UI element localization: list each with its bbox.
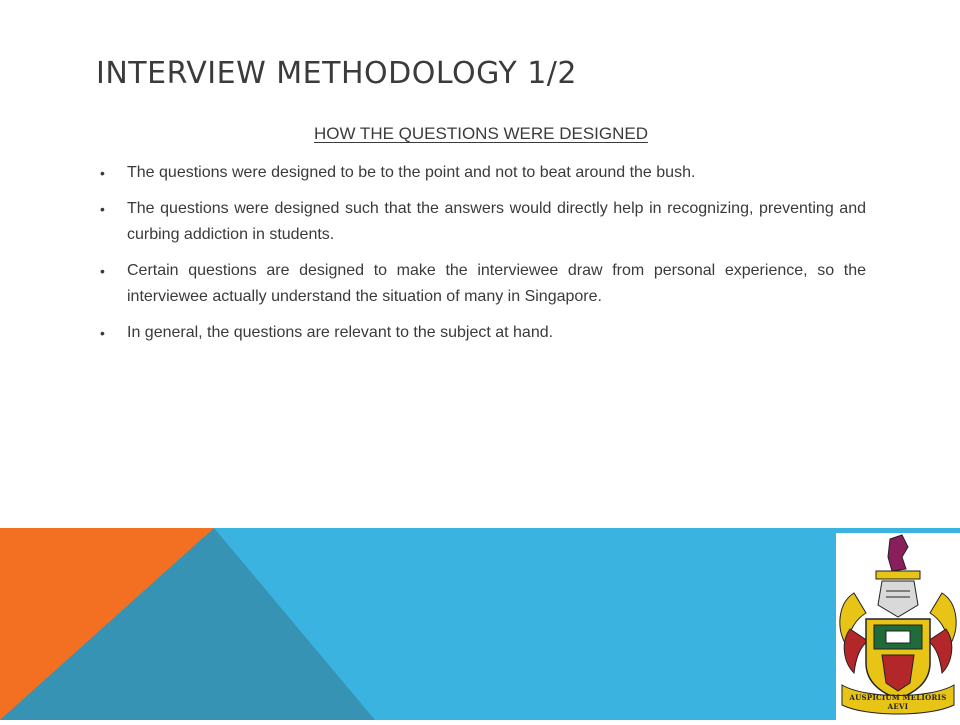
- slide-title: INTERVIEW METHODOLOGY 1/2: [96, 56, 578, 91]
- crest-motto: AUSPICIUM MELIORIS AEVI: [849, 693, 947, 711]
- bullet-text: The questions were designed such that the answers would directly help in recognizing, preventing and curbing addiction in students.: [127, 200, 866, 243]
- bullet-item: [96, 196, 866, 248]
- crest-icon: [836, 533, 960, 720]
- bullet-icon: •: [100, 325, 105, 341]
- bullet-item: [96, 320, 866, 346]
- bullet-text: The questions were designed to be to the point and not to beat around the bush.: [127, 164, 696, 181]
- bullet-text: Certain questions are designed to make the interviewee draw from personal experience, so the interviewee actually understand the situation of many in Singapore.: [127, 262, 866, 305]
- section-subtitle: HOW THE QUESTIONS WERE DESIGNED: [313, 124, 649, 143]
- school-crest-logo: [836, 533, 960, 720]
- bullet-item: [96, 160, 866, 186]
- bullet-icon: •: [100, 263, 105, 279]
- bullet-icon: •: [100, 201, 105, 217]
- bullet-list: [96, 160, 866, 356]
- bullet-icon: •: [100, 165, 105, 181]
- bullet-item: [96, 258, 866, 310]
- bullet-text: In general, the questions are relevant to the subject at hand.: [127, 324, 554, 341]
- footer-decoration: [0, 528, 960, 720]
